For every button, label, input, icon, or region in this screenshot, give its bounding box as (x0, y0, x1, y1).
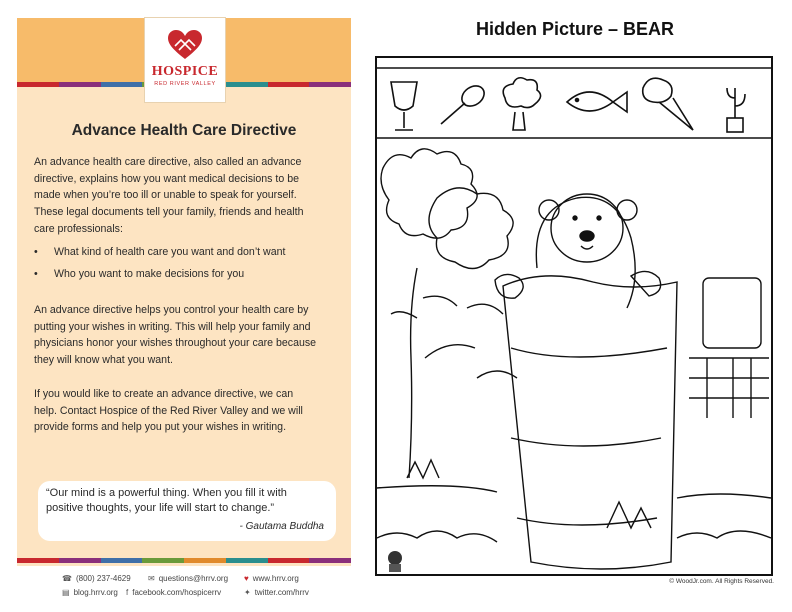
heart-icon: ♥ (244, 574, 249, 583)
brand-subtitle: RED RIVER VALLEY (154, 81, 216, 87)
blog-link[interactable]: ▤ blog.hrrv.org (62, 588, 118, 597)
ice-cream-cone-icon (643, 78, 693, 130)
article-title: Advance Health Care Directive (71, 122, 297, 139)
goblet-icon (391, 82, 417, 130)
twitter-link[interactable]: ✦ twitter.com/hrrv (244, 588, 309, 597)
hidden-picture-frame (375, 56, 773, 576)
broccoli-icon (503, 78, 540, 130)
phone-icon: ☎ (62, 574, 72, 583)
quote-text: “Our mind is a powerful thing. When you fill it with positive thoughts, your life will start to change.” (46, 487, 287, 514)
quote-box (38, 481, 336, 541)
heart-hands-icon (167, 30, 203, 60)
info-panel: HOSPICE RED RIVER VALLEY Advance Health Care Directive An advance health care directive, also called an advance directive, explains how you want medical decisions to be made when you’re too ill or unable to speak for yourself. These legal documents tell your family, friends and health care professionals: • What kind of health care you want and don’t want • Who you want to make decisions for you An advance directive helps you control your health care by putting your wishes in writing. This will help your family and physicians honor your wishes throughout your care because they will know what you want. If you would like to create an advance directive, we can help. Contact Hospice of the Red River Valley and we will provide forms and help you put your wishes in writing. “Our mind is a powerful thing. When you fill it with positive thoughts, your life will start to change.” - Gautama Buddha (17, 18, 351, 566)
hospice-logo (145, 18, 225, 102)
email-link[interactable]: ✉ questions@hrrv.org (148, 574, 229, 583)
facebook-link[interactable]: f facebook.com/hospicerrv (126, 588, 222, 597)
paragraph-3: If you would like to create an advance directive, we can help. Contact Hospice of the Red River Valley and we will provide forms and help you put your wishes in writing. (34, 388, 303, 434)
color-stripe-bottom (17, 558, 351, 563)
mail-icon: ✉ (148, 574, 155, 583)
footer-row-2 (60, 588, 320, 600)
phone-link[interactable]: ☎ (800) 237-4629 (62, 574, 131, 583)
paragraph-2: An advance directive helps you control your health care by putting your wishes in writing. This will help your family and physicians honor your wishes throughout your care because they will know what you want. (34, 304, 317, 367)
blog-icon: ▤ (62, 588, 70, 597)
spoon-icon (441, 82, 488, 124)
brand-name: HOSPICE (151, 64, 219, 79)
cactus-icon (727, 88, 745, 132)
copyright-text: © WoodJr.com. All Rights Reserved. (669, 578, 774, 585)
bear-figure (536, 194, 637, 308)
intro-paragraph: An advance health care directive, also called an advance directive, explains how you want medical decisions to be made when you’re too ill or unable to speak for yourself. These legal documents tell your family, friends and health care professionals: (34, 156, 304, 235)
fish-icon (567, 92, 627, 112)
facebook-icon: f (126, 588, 129, 597)
boy-mascot-icon (388, 551, 402, 572)
footer-row-1 (60, 574, 320, 586)
twitter-icon: ✦ (244, 588, 251, 597)
puzzle-title: Hidden Picture – BEAR (475, 19, 675, 39)
web-link[interactable]: ♥ www.hrrv.org (244, 574, 299, 583)
coloring-page (377, 58, 771, 574)
quote-author: - Gautama Buddha (239, 521, 324, 532)
forest-scene (377, 149, 771, 569)
